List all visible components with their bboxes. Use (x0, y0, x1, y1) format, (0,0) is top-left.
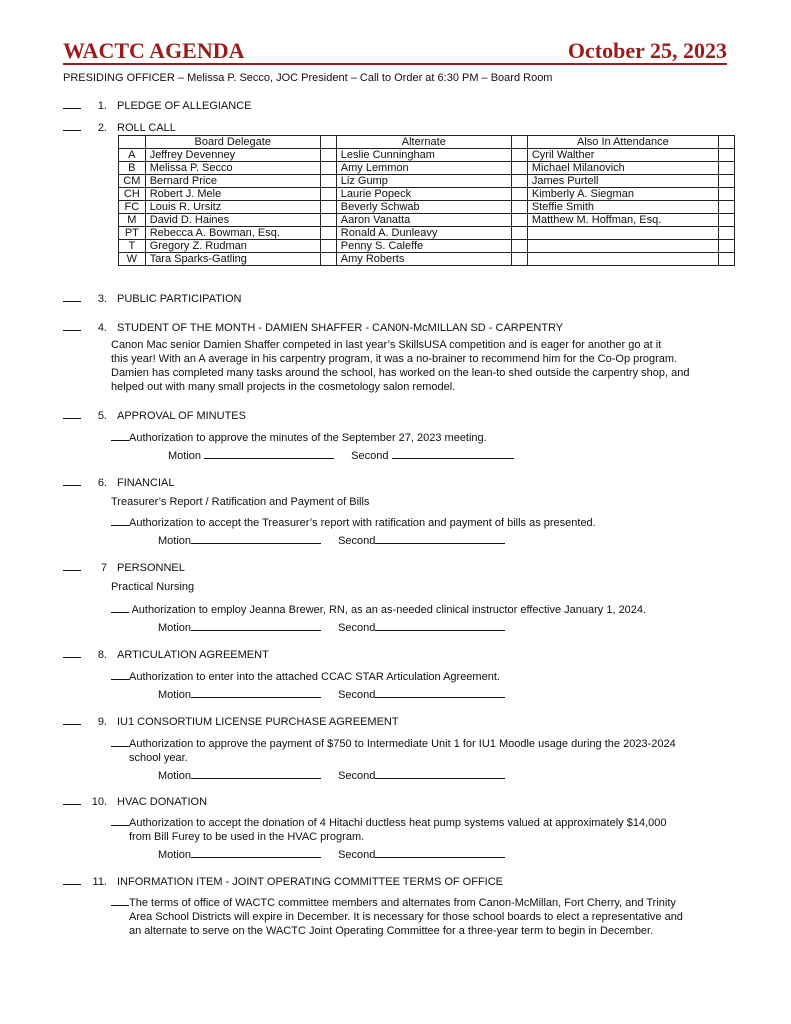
agenda-item-4 (63, 320, 563, 334)
header-rule (63, 63, 727, 65)
attendance-name (527, 253, 718, 266)
agenda-item-11 (63, 874, 503, 888)
item-number: 2. (97, 122, 107, 134)
item-number: 7 (100, 562, 107, 574)
delegate-check-cell[interactable] (320, 227, 336, 240)
second-line[interactable] (375, 686, 505, 698)
alternate-name: Beverly Schwab (336, 201, 511, 214)
district-code: B (119, 162, 146, 175)
table-row (119, 201, 735, 214)
check-blank[interactable] (63, 874, 81, 885)
item-number: 8. (97, 649, 107, 661)
item-label: HVAC DONATION (117, 796, 208, 808)
check-blank[interactable] (111, 894, 129, 906)
motion-line[interactable] (191, 532, 321, 544)
hvac-authorization: Authorization to accept the donation of 4 Hitachi ductless heat pump systems valued at approximately $14,000 from Bill Furey to be used in the HVAC program. (111, 814, 667, 844)
financial-authorization: Authorization to accept the Treasurer’s report with ratification and payment of bills as presented. (111, 514, 596, 530)
motion-line[interactable] (204, 447, 334, 459)
alternate-name: Liz Gump (336, 175, 511, 188)
alternate-name: Laurie Popeck (336, 188, 511, 201)
district-code: W (119, 253, 146, 266)
attendance-name: Matthew M. Hoffman, Esq. (527, 214, 718, 227)
district-code: T (119, 240, 146, 253)
agenda-item-2 (63, 120, 176, 134)
motion-line[interactable] (191, 686, 321, 698)
check-blank[interactable] (111, 814, 129, 826)
attendance-name: Cyril Walther (527, 149, 718, 162)
header-board-delegate: Board Delegate (145, 136, 320, 149)
attendance-check-cell[interactable] (718, 149, 734, 162)
delegate-check-cell[interactable] (320, 240, 336, 253)
check-blank[interactable] (111, 514, 129, 526)
attendance-name: James Purtell (527, 175, 718, 188)
delegate-name: Tara Sparks-Gatling (145, 253, 320, 266)
table-row (119, 214, 735, 227)
alternate-check-cell[interactable] (511, 188, 527, 201)
alternate-name: Ronald A. Dunleavy (336, 227, 511, 240)
delegate-check-cell[interactable] (320, 214, 336, 227)
item-label: INFORMATION ITEM - JOINT OPERATING COMMITTEE TERMS OF OFFICE (117, 876, 504, 888)
agenda-item-8 (63, 647, 269, 661)
item-label: IU1 CONSORTIUM LICENSE PURCHASE AGREEMENT (117, 716, 399, 728)
agenda-item-5 (63, 408, 246, 422)
iu1-motion-row: Motion Second (158, 767, 505, 783)
item-number: 5. (97, 410, 107, 422)
item-number: 1. (97, 100, 107, 112)
item-number: 9. (97, 716, 107, 728)
attendance-check-cell[interactable] (718, 162, 734, 175)
articulation-motion-row: Motion Second (158, 686, 505, 702)
delegate-check-cell[interactable] (320, 201, 336, 214)
table-row (119, 240, 735, 253)
agenda-item-7 (63, 560, 185, 574)
alternate-name: Leslie Cunningham (336, 149, 511, 162)
alternate-check-cell[interactable] (511, 201, 527, 214)
iu1-authorization: Authorization to approve the payment of $750 to Intermediate Unit 1 for IU1 Moodle usage during the 2023-2024 school year. (111, 735, 676, 765)
table-row (119, 149, 735, 162)
alternate-name: Amy Lemmon (336, 162, 511, 175)
delegate-name: Rebecca A. Bowman, Esq. (145, 227, 320, 240)
motion-line[interactable] (191, 767, 321, 779)
alternate-name: Aaron Vanatta (336, 214, 511, 227)
check-blank[interactable] (63, 475, 81, 486)
check-blank[interactable] (63, 714, 81, 725)
roll-call-header-row (119, 136, 735, 149)
delegate-name: Melissa P. Secco (145, 162, 320, 175)
item-label: PERSONNEL (117, 562, 185, 574)
item-label: STUDENT OF THE MONTH - DAMIEN SHAFFER - CAN0N-McMILLAN SD - CARPENTRY (117, 322, 564, 334)
agenda-item-3 (63, 291, 242, 305)
personnel-authorization: Authorization to employ Jeanna Brewer, RN, as an as-needed clinical instructor effective January 1, 2024. (111, 601, 646, 617)
attendance-check-cell[interactable] (718, 201, 734, 214)
alternate-check-cell[interactable] (511, 149, 527, 162)
check-blank[interactable] (111, 601, 129, 613)
check-blank[interactable] (63, 408, 81, 419)
item-label: ARTICULATION AGREEMENT (117, 649, 269, 661)
header-alternate: Alternate (336, 136, 511, 149)
alternate-check-cell[interactable] (511, 214, 527, 227)
second-line[interactable] (375, 532, 505, 544)
alternate-name: Penny S. Caleffe (336, 240, 511, 253)
attendance-name (527, 227, 718, 240)
district-code: PT (119, 227, 146, 240)
hvac-motion-row: Motion Second (158, 846, 505, 862)
district-code: A (119, 149, 146, 162)
delegate-name: Gregory Z. Rudman (145, 240, 320, 253)
delegate-name: Louis R. Ursitz (145, 201, 320, 214)
check-blank[interactable] (63, 320, 81, 331)
check-blank[interactable] (111, 735, 129, 747)
student-description: Canon Mac senior Damien Shaffer competed in last year’s SkillsUSA competition and is eager for another go at it this year! With an A average in his carpentry program, it was a no-brainer to recommend him for the Co-Op program. Damien has completed many tasks around the school, has worked on the lean-to shed outside the carpentry shop, and helped out with many small projects in the cosmetology salon remodel. (111, 339, 690, 393)
delegate-check-cell[interactable] (320, 188, 336, 201)
roll-call-table (118, 135, 735, 266)
table-row (119, 227, 735, 240)
check-blank[interactable] (63, 120, 81, 131)
agenda-item-10 (63, 794, 207, 808)
district-code: CH (119, 188, 146, 201)
check-blank[interactable] (63, 98, 81, 109)
second-line[interactable] (392, 447, 514, 459)
check-blank[interactable] (111, 429, 129, 441)
attendance-check-cell[interactable] (718, 253, 734, 266)
financial-motion-row: Motion Second (158, 532, 505, 548)
delegate-name: Jeffrey Devenney (145, 149, 320, 162)
articulation-authorization: Authorization to enter into the attached CCAC STAR Articulation Agreement. (111, 668, 500, 684)
check-blank[interactable] (111, 668, 129, 680)
financial-subheading: Treasurer’s Report / Ratification and Payment of Bills (111, 496, 370, 508)
district-code: M (119, 214, 146, 227)
check-blank[interactable] (63, 560, 81, 571)
delegate-check-cell[interactable] (320, 253, 336, 266)
terms-description: The terms of office of WACTC committee members and alternates from Canon-McMillan, Fort Cherry, and Trinity Area School Districts will expire in December. It is necessary for those school boards to elect a representative and an alternate to serve on the WACTC Joint Operating Committee for a three-year term to begin in December. (111, 894, 683, 938)
attendance-name: Steffie Smith (527, 201, 718, 214)
item-label: PLEDGE OF ALLEGIANCE (117, 100, 252, 112)
item-number: 6. (97, 477, 107, 489)
second-line[interactable] (375, 619, 505, 631)
item-number: 4. (97, 322, 107, 334)
item-label: PUBLIC PARTICIPATION (117, 293, 242, 305)
personnel-motion-row: Motion Second (158, 619, 505, 635)
alternate-check-cell[interactable] (511, 227, 527, 240)
table-row (119, 253, 735, 266)
attendance-check-cell[interactable] (718, 214, 734, 227)
check-blank[interactable] (63, 647, 81, 658)
agenda-item-1 (63, 98, 252, 112)
presiding-officer-line: PRESIDING OFFICER – Melissa P. Secco, JOC President – Call to Order at 6:30 PM – Board Room (63, 72, 553, 84)
check-blank[interactable] (63, 794, 81, 805)
alternate-check-cell[interactable] (511, 175, 527, 188)
second-line[interactable] (375, 767, 505, 779)
table-row (119, 175, 735, 188)
agenda-item-6 (63, 475, 174, 489)
delegate-check-cell[interactable] (320, 149, 336, 162)
delegate-check-cell[interactable] (320, 175, 336, 188)
attendance-check-cell[interactable] (718, 240, 734, 253)
minutes-motion-row: Motion Second (168, 447, 514, 463)
attendance-name: Kimberly A. Siegman (527, 188, 718, 201)
agenda-title: WACTC AGENDA (63, 38, 245, 63)
agenda-header (63, 38, 727, 66)
attendance-name: Michael Milanovich (527, 162, 718, 175)
table-row (119, 188, 735, 201)
minutes-authorization: Authorization to approve the minutes of the September 27, 2023 meeting. (111, 429, 487, 445)
check-blank[interactable] (63, 291, 81, 302)
delegate-name: Bernard Price (145, 175, 320, 188)
motion-line[interactable] (191, 619, 321, 631)
item-number: 3. (97, 293, 107, 305)
item-label: ROLL CALL (117, 122, 176, 134)
delegate-check-cell[interactable] (320, 162, 336, 175)
alternate-name: Amy Roberts (336, 253, 511, 266)
table-row (119, 162, 735, 175)
alternate-check-cell[interactable] (511, 240, 527, 253)
item-number: 11. (92, 876, 107, 888)
attendance-check-cell[interactable] (718, 175, 734, 188)
agenda-date: October 25, 2023 (567, 38, 727, 63)
attendance-check-cell[interactable] (718, 227, 734, 240)
district-code: CM (119, 175, 146, 188)
item-label: FINANCIAL (117, 477, 175, 489)
header-also-attending: Also In Attendance (527, 136, 718, 149)
personnel-subheading: Practical Nursing (111, 581, 195, 593)
delegate-name: Robert J. Mele (145, 188, 320, 201)
delegate-name: David D. Haines (145, 214, 320, 227)
attendance-name (527, 240, 718, 253)
item-label: APPROVAL OF MINUTES (117, 410, 246, 422)
agenda-item-9 (63, 714, 399, 728)
alternate-check-cell[interactable] (511, 253, 527, 266)
attendance-check-cell[interactable] (718, 188, 734, 201)
motion-line[interactable] (191, 846, 321, 858)
item-number: 10. (91, 796, 107, 808)
second-line[interactable] (375, 846, 505, 858)
alternate-check-cell[interactable] (511, 162, 527, 175)
district-code: FC (119, 201, 146, 214)
